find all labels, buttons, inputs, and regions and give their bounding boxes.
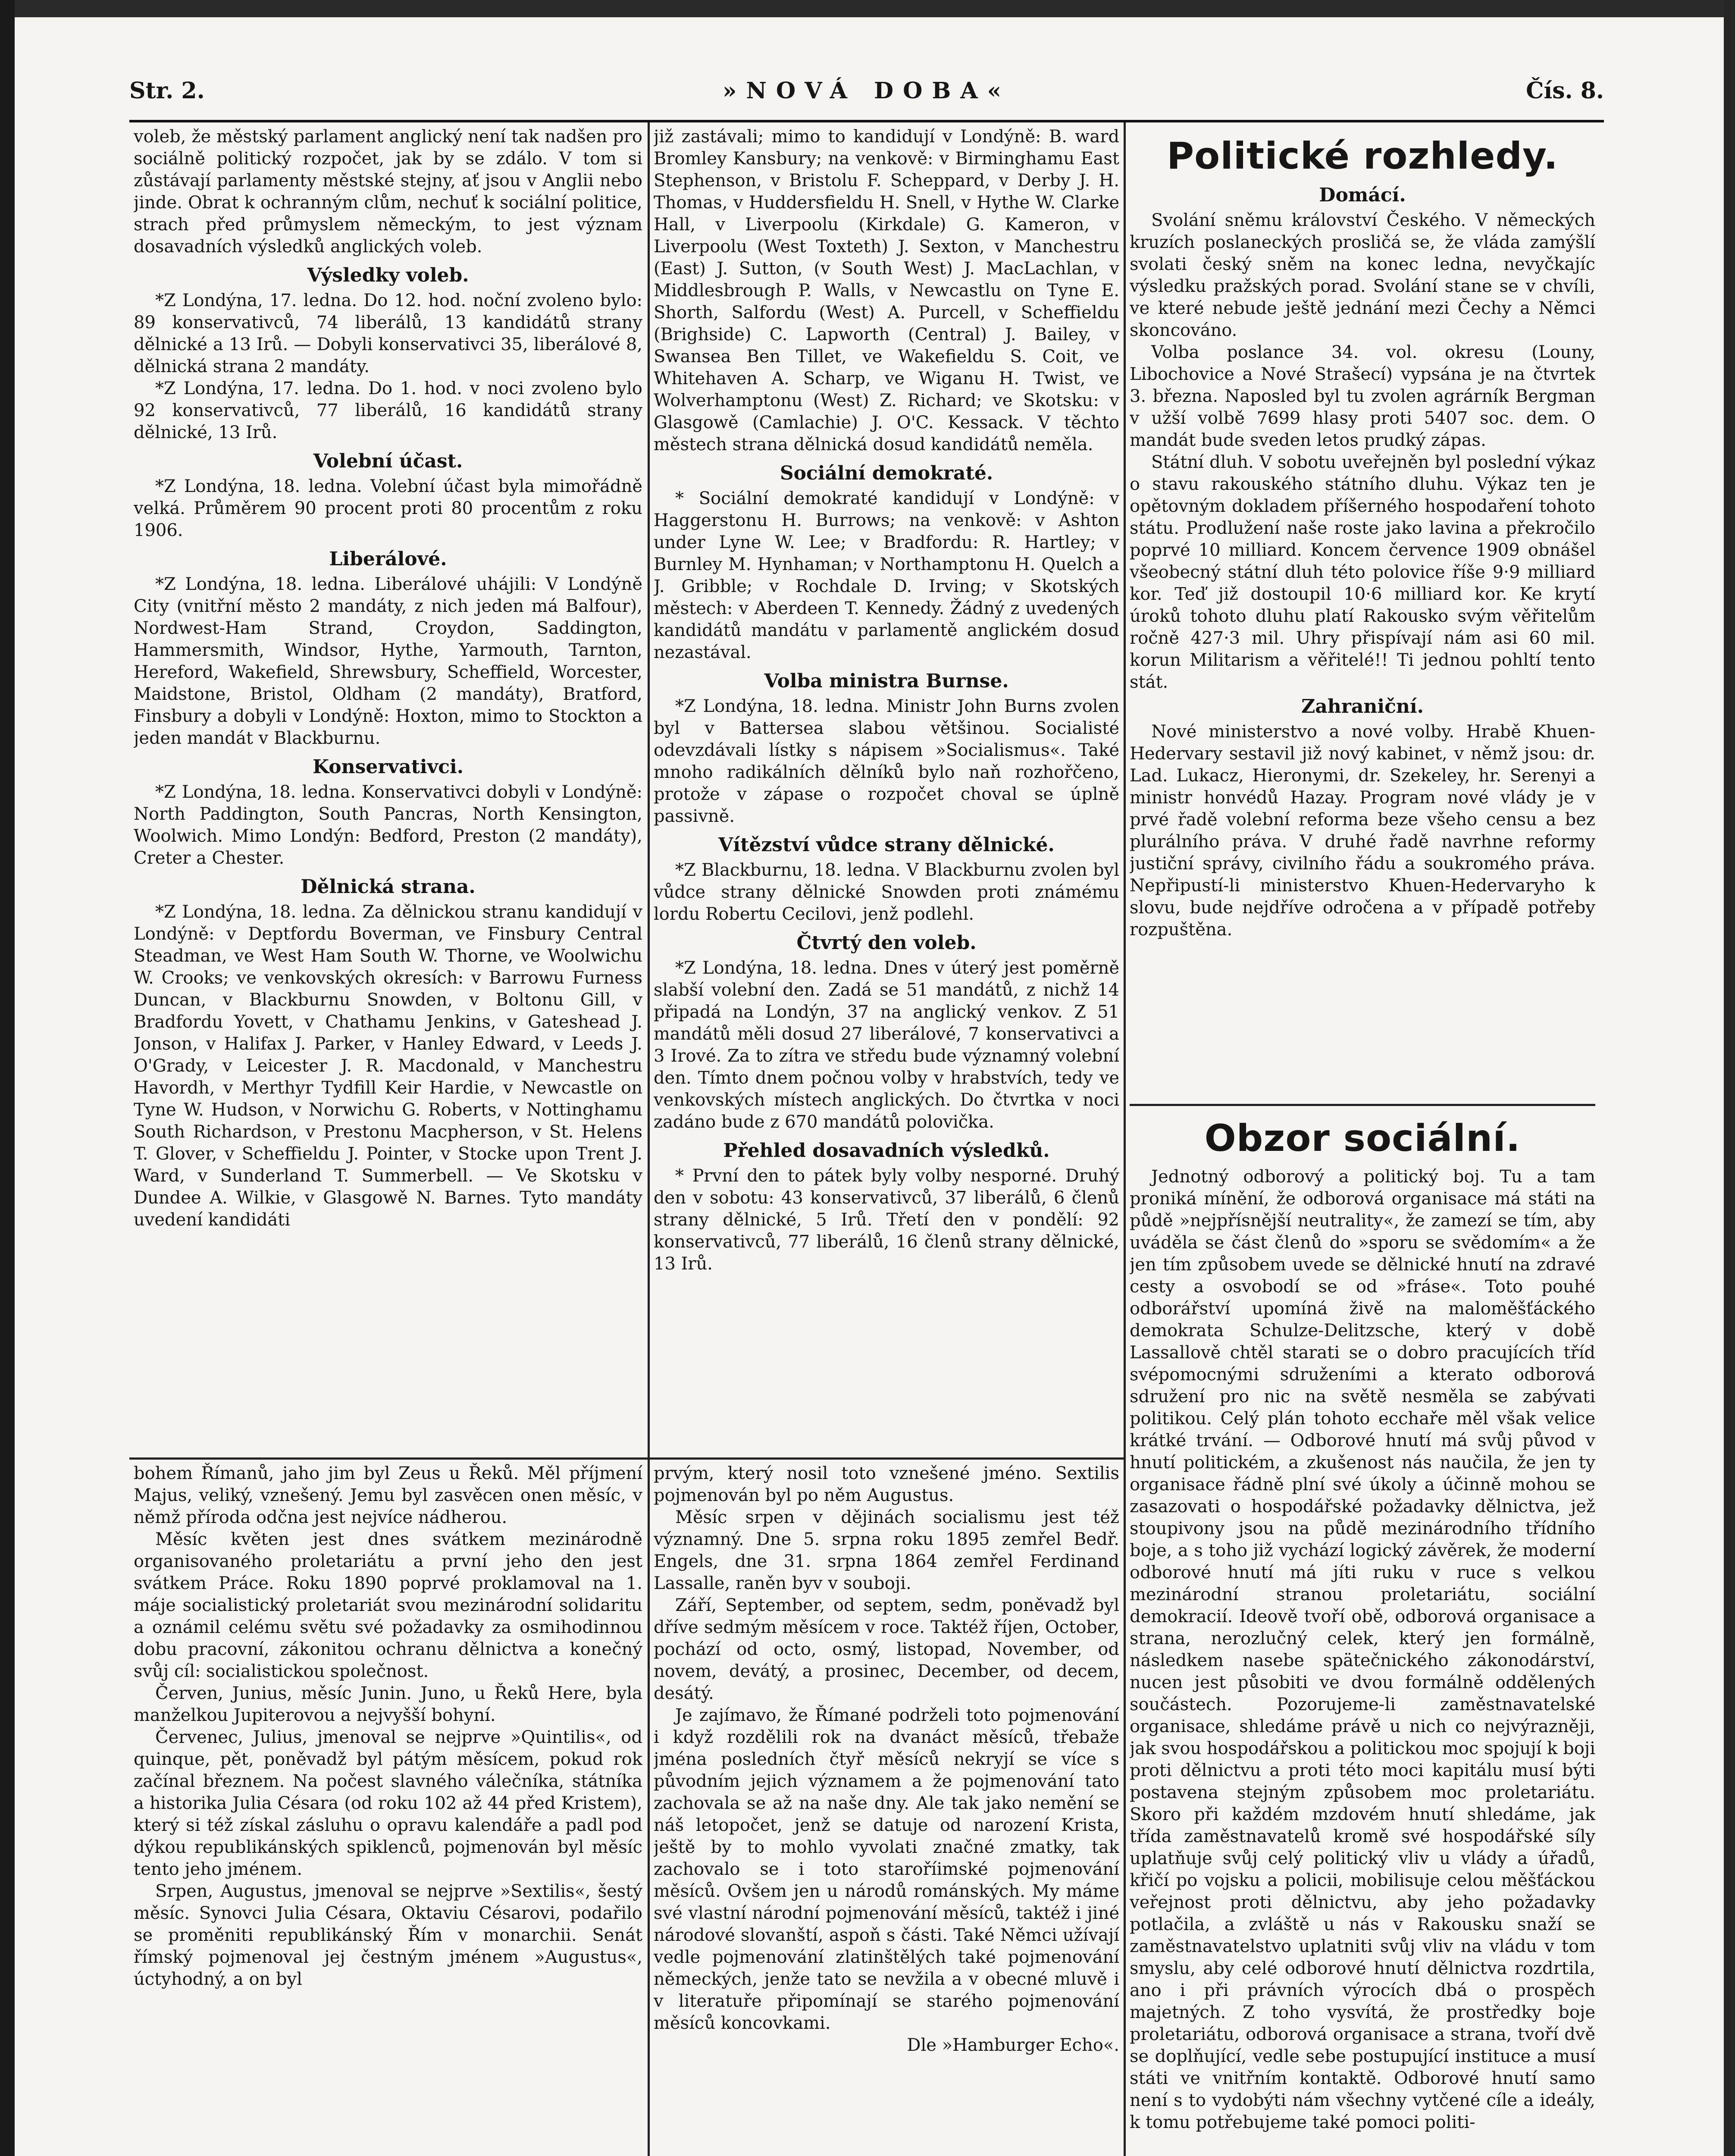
article-paragraph: Je zajímavo, že Římané podrželi toto pojmenování i když rozdělili rok na dvanáct měsíců, třebaže jména posledních čtyř měsíců nekryjí se více s původním jejich významem a že pojmenování tato zachovala se až na naše dny. Ale tak jako nemění se náš letopočet, jenž se datuje od narození Krista, ještě by to mohlo vyvolati značné zmatky, tak zachovalo se i toto staroříimské pojmenování měsíců. Ovšem jen u národů románských. My máme své vlastní národní pojmenování měsíců, taktéž i jiné národové slovanští, aspoň s části. Také Němci užívají vedle pojmenování zlatinštělých také pojmenování německých, jenže tato se nevžila a v obecné mluvě i v literatuře připomínají se starého pojmenování měsíců koncovkami. — [654, 1705, 1119, 2033]
article-paragraph: *Z Blackburnu, 18. ledna. V Blackburnu zvolen byl vůdce strany dělnické Snowden proti známému lordu Robertu Cecilovi, jenž podlehl. — [654, 860, 1119, 924]
section-heading: Volební účast. — [313, 450, 463, 472]
section-heading: Sociální demokraté. — [780, 462, 993, 484]
section-divider — [1130, 1104, 1595, 1106]
article-paragraph: prvým, který nosil toto vznešené jméno. Sextilis pojmenován byl po něm Augustus. — [654, 1463, 1119, 1505]
section-heading: Liberálové. — [329, 548, 447, 570]
article-paragraph: *Z Londýna, 18. ledna. Volební účast byla mimořádně velká. Průměrem 90 procent proti 80 procentům z roku 1906. — [134, 476, 642, 540]
subsection-heading: Domácí. — [1319, 184, 1406, 206]
article-paragraph: Volba poslance 34. vol. okresu (Louny, Libochovice a Nové Strašecí) vypsána je na čtvrtek 3. března. Naposled byl tu zvolen agrárník Bergman v užší volbě 7699 hlasy proti 5407 soc. dem. O mandát bude sveden letos prudký zápas. — [1130, 342, 1595, 450]
article-paragraph: *Z Londýna, 18. ledna. Za dělnickou stranu kandidují v Londýně: v Deptfordu Boverman, ve Finsbury Central Steadman, ve West Ham South W. Thorne, ve Woolwichu W. Crooks; ve venkovských okresích: v Barrowu Furness Duncan, v Blackburnu Snowden, v Boltonu Gill, v Bradfordu Yovett, v Chathamu Jenkins, v Gateshead J. Jonson, v Halifax J. Parker, v Hanley Edward, v Leeds J. O'Grady, v Leicester J. R. Macdonald, v Manchestru Havordh, v Merthyr Tydfill Keir Hardie, v Newcastle on Tyne W. Hudson, v Norwichu G. Roberts, v Nottinghamu South Richardson, v Prestonu Macpherson, v St. Helens T. Glover, v Scheffieldu J. Pointer, v Stocke upon Trent J. Ward, v Sunderland T. Summerbell. — Ve Skotsku v Dundee A. Wilkie, v Glasgowě N. Barnes. Tyto mandáty uvedení kandidáti — [134, 902, 642, 1230]
article-paragraph: Měsíc květen jest dnes svátkem mezinárodně organisovaného proletariátu a první jeho den jest svátkem Práce. Roku 1890 poprvé proklamoval na 1. máje socialistický proletariát svou mezinárodní solidaritu a oznámil celému světu své požadavky za osmihodinnou dobu pracovní, zákonitou ochranu dělnictva a konečný svůj cíl: socialistickou společnost. — [134, 1529, 642, 1681]
feuilleton-column-left — [134, 1463, 642, 2156]
feuilleton-column-middle — [654, 1463, 1119, 2156]
scan-border-top — [0, 0, 1735, 17]
section-title-social: Obzor sociální. — [1204, 1117, 1521, 1160]
newspaper-title: »NOVÁ DOBA« — [722, 78, 1011, 104]
page-header — [129, 69, 1604, 116]
article-paragraph: Červen, Junius, měsíc Junin. Juno, u Řeků Here, byla manželkou Jupiterovou a nejvyšší bohyní. — [134, 1683, 642, 1725]
article-paragraph: * První den to pátek byly volby nesporné. Druhý den v sobotu: 43 konservativců, 37 liberálů, 6 členů strany dělnické, 5 Irů. Třetí den v pondělí: 92 konservativců, 77 liberálů, 16 členů strany dělnické, 13 Irů. — [654, 1166, 1119, 1274]
article-column-upper-left — [134, 126, 642, 1454]
column-divider-right — [1124, 122, 1126, 2156]
article-paragraph: Svolání sněmu království Českého. V německých kruzích poslaneckých prosličá se, že vláda zamýšlí svolati český sněm na konec ledna, nevyčkajíc výsledku pražských porad. Svolání stane se v chvíli, ve které nebude ještě jednání mezi Čechy a Němci skoncováno. — [1130, 210, 1595, 340]
section-heading: Čtvrtý den voleb. — [796, 932, 977, 954]
article-paragraph: *Z Londýna, 18. ledna. Liberálové uhájili: V Londýně City (vnitřní město 2 mandáty, z nich jeden má Balfour), Nordwest-Ham Strand, Croydon, Saddington, Hammersmith, Windsor, Hythe, Yarmouth, Tarnton, Hereford, Wakefield, Shrewsbury, Scheffield, Worcester, Maidstone, Bristol, Oldham (2 mandáty), Bratford, Finsbury a dobyli v Londýně: Hoxton, mimo to Stockton a jeden mandát v Blackburnu. — [134, 574, 642, 748]
article-paragraph: *Z Londýna, 17. ledna. Do 12. hod. noční zvoleno bylo: 89 konservativců, 74 liberálů, 13 kandidátů strany dělnické a 13 Irů. — Dobyli konservativci 35, liberálové 8, dělnická strana 2 mandáty. — [134, 291, 642, 376]
page-number: Str. 2. — [129, 78, 205, 104]
article-paragraph: voleb, že městský parlament anglický není tak nadšen pro sociálně politický rozpočet, jak by se zdálo. V tom si zůstávají parlamenty městské stejny, ať jsou v Anglii nebo jinde. Obrat k ochranným clům, nechuť k sociální politice, strach před průmyslem německým, to jest význam dosavadních výsledků anglických voleb. — [134, 127, 642, 257]
feuilleton-divider — [129, 1457, 1124, 1460]
article-paragraph: *Z Londýna, 18. ledna. Ministr John Burns zvolen byl v Battersea slabou většinou. Socialisté odevzdávali lístky s nápisem »Socialismus«. Také mnoho radikálních dělníků bylo naň rozhořčeno, protože v zápase o rozpočet choval se úplně passivně. — [654, 696, 1119, 826]
article-paragraph: *Z Londýna, 18. ledna. Dnes v úterý jest poměrně slabší volební den. Zadá se 51 mandátů, z nichž 14 připadá na Londýn, 37 na anglický venkov. Z 51 mandátů měli dosud 27 liberálové, 7 konservativci a 3 Irové. Za to zítra ve středu bude významný volební den. Tímto dnem počnou volby v hrabstvích, tedy ve venkovských místech anglických. Do čtvrtka v noci zadáno bude z 670 mandátů polovička. — [654, 958, 1119, 1132]
article-paragraph: Červenec, Julius, jmenoval se nejprve »Quintilis«, od quinque, pět, poněvadž byl pátým měsícem, pokud rok začínal březnem. Na počest slavného válečníka, státníka a historika Julia Césara (od roku 102 až 44 před Kristem), který si též získal zásluhu o opravu kalendáře a padl pod dýkou republikánských spiklenců, pojmenován byl měsíc tento jeho jménem. — [134, 1727, 642, 1879]
issue-number: Čís. 8. — [1526, 78, 1604, 104]
article-paragraph: Září, September, od septem, sedm, poněvadž byl dříve sedmým měsícem v roce. Taktéž říjen, October, pochází od octo, osmý, listopad, November, od novem, devátý, a prosinec, December, od decem, desátý. — [654, 1595, 1119, 1703]
section-heading: Konservativci. — [312, 756, 464, 778]
section-heading: Vítězství vůdce strany dělnické. — [718, 834, 1055, 856]
article-column-upper-middle — [654, 126, 1119, 1454]
article-column-right-lower — [1130, 1108, 1595, 2156]
subsection-heading: Zahraniční. — [1301, 696, 1424, 718]
article-paragraph: Měsíc srpen v dějinách socialismu jest též významný. Dne 5. srpna roku 1895 zemřel Bedř. Engels, dne 31. srpna 1864 zemřel Ferdinand Lassalle, raněn byv v souboji. — [654, 1507, 1119, 1593]
article-paragraph: bohem Římanů, jaho jim byl Zeus u Řeků. Měl příjmení Majus, veliký, vznešený. Jemu byl zasvěcen onen měsíc, v němž příroda odčna jest nejvíce nádherou. — [134, 1463, 642, 1527]
section-heading: Dělnická strana. — [301, 876, 476, 898]
section-heading: Přehled dosavadních výsledků. — [723, 1140, 1050, 1162]
column-divider-left — [648, 122, 650, 2156]
article-paragraph: *Z Londýna, 18. ledna. Konservativci dobyli v Londýně: North Paddington, South Pancras, North Kensington, Woolwich. Mimo Londýn: Bedford, Preston (2 mandáty), Creter a Chester. — [134, 782, 642, 868]
article-paragraph: Státní dluh. V sobotu uveřejněn byl poslední výkaz o stavu rakouského státního dluhu. Výkaz ten je opětovným dokladem příšerného hospodaření tohoto státu. Prodlužení naše roste jako lavina a překročilo poprvé 10 milliard. Koncem července 1909 obnášel všeobecný státní dluh této polovice říše 9·9 milliard kor. Teď již dostoupil 10·6 milliard kor. Ke krytí úroků tohoto dluhu platí Rakousko svým věřitelům ročně 427·3 mil. Uhry přispívají nám asi 60 mil. korun Militarism a věřitelé!! Ti jednou pohltí tento stát. — [1130, 452, 1595, 692]
scan-border-right — [1724, 0, 1735, 2156]
article-column-right-upper — [1130, 126, 1595, 1101]
header-rule — [129, 120, 1604, 122]
article-paragraph: Nové ministerstvo a nové volby. Hrabě Khuen-Hedervary sestavil již nový kabinet, v němž jsou: dr. Lad. Lukacz, Hieronymi, dr. Szekeley, hr. Serenyi a ministr honvédů Hazay. Program nové vlády je v prvé řadě volební reforma beze všeho censu a bez plurálního práva. V druhé řadě navrhne reformy justiční správy, civilního řádu a soukromého práva. Nepřipustí-li ministerstvo Khuen-Hedervaryho k slovu, bude nejdříve odročena a v případě potřeby rozpuštěna. — [1130, 722, 1595, 940]
article-paragraph: Jednotný odborový a politický boj. Tu a tam proniká mínění, že odborová organisace má státi na půdě »nejpřísnější neutrality«, že zamezí se tím, aby uváděla se část členů do »sporu se svědomím« a že jen tím způsobem uvede se dělnické hnutí na zdravé cesty a osvobodí se od »fráse«. Toto pouhé odborářství upomíná živě na maloměšťáckého demokrata Schulze-Delitzsche, který v době Lassallově chtěl starati se o dobro pracujících tříd svépomocnými sdruženími a kterato odborová sdružení pro nic na světě nesměla se zabývati politikou. Celý plán tohoto ecchaře měl však velice krátké trvání. — Odborové hnutí má svůj původ v hnutí politickém, a zkušenost nás naučila, že jen ty organisace řádně plní své úkoly a účinně mohou se zasazovati o hospodářské požadavky dělnictva, jež stoupivony jsou na půdě mezinárodního třídního boje, a s toho již vychází logický závěrek, že moderní odborové hnutí má jíti ruku v ruce s velkou mezinárodní stranou proletariátu, sociální demokracií. Ideově tvoří obě, odborová organisace a strana, nerozlučný celek, který jen formálně, následkem nasebe spätečnického zákonodárství, nucen jest působiti ve dvou formálně oddělených součástech. Pozorujeme-li zaměstnavatelské organisace, shledáme právě u nich co nejvýrazněji, jak svou hospodářskou a politickou moc spojují k boji proti dělnictvu a proti této moci kapitálu musí býti postavena stejným způsobem moc proletariátu. Skoro při každém mzdovém hnutí shledáme, jak třída zaměstnavatelů kromě své hospodářské síly uplatňuje svůj celý politický vliv u vlády a úřadů, křičí po vojsku a policii, mobilisuje celou měšťáckou veřejnost proti dělnictvu, aby jeho požadavky potlačila, a zvláště u nás v Rakousku snaží se zaměstnavatelstvo uplatniti svůj vliv na vládu v tom smyslu, aby celé odborové hnutí dělnictva rozdrtila, ano i při právních výrocích dbá o prospěch majetných. Z toho vysvítá, že prostředky boje proletariátu, odborová organisace a strana, tvoří dvě se doplňující, vedle sebe postupující instituce a musí státi ve vnitřním kontaktě. Odborové hnutí samo není s to vydobýti nám všechny vytčené cíle a ideály, k tomu potřebujeme také pomoci politi- — [1130, 1167, 1595, 2132]
section-title-political: Politické rozhledy. — [1167, 135, 1558, 178]
source-credit: Dle »Hamburger Echo«. — [907, 2035, 1119, 2055]
article-paragraph: Srpen, Augustus, jmenoval se nejprve »Sextilis«, šestý měsíc. Synovci Julia Césara, Oktaviu Césarovi, podařilo se proměniti republikánský Řím v monarchii. Senát římský pojmenoval jej čestným jménem »Augustus«, úctyhodný, a on byl — [134, 1881, 642, 1989]
article-paragraph: * Sociální demokraté kandidují v Londýně: v Haggerstonu H. Burrows; na venkově: v Ashton under Lyne W. Lee; v Bradfordu: R. Hartley; v Burnley M. Hynhaman; v Northamptonu H. Quelch a J. Gribble; v Rochdale D. Irving; v Skotských městech: v Aberdeen T. Kennedy. Žádný z uvedených kandidátů mandátu v parlamentě anglickém dosud nezastával. — [654, 489, 1119, 662]
article-paragraph: *Z Londýna, 17. ledna. Do 1. hod. v noci zvoleno bylo 92 konservativců, 77 liberálů, 16 kandidátů strany dělnické, 13 Irů. — [134, 379, 642, 442]
section-heading: Volba ministra Burnse. — [764, 670, 1009, 692]
scan-border-left — [0, 0, 15, 2156]
section-heading: Výsledky voleb. — [307, 264, 469, 286]
article-paragraph: již zastávali; mimo to kandidují v Londýně: B. ward Bromley Kansbury; na venkově: v Birminghamu East Stephenson, v Bristolu F. Scheppard, v Derby J. H. Thomas, v Huddersfieldu H. Snell, v Hythe W. Clarke Hall, v Liverpoolu (Kirkdale) G. Kameron, v Liverpoolu (West Toxteth) J. Sexton, v Manchestru (East) J. Sutton, (v South West) J. MacLachlan, v Middlesbrough P. Walls, v Newcastlu on Tyne E. Shorth, Salfordu (West) A. Purcell, v Scheffieldu (Brighside) C. Lapworth (Central) J. Bailey, v Swansea Ben Tillet, ve Wakefieldu S. Coit, ve Whitehaven A. Scharp, ve Wiganu H. Twist, ve Wolverhamptonu (West) Z. Richard; ve Skotsku: v Glasgowě (Camlachie) J. O'C. Kessack. V těchto městech strana dělnická dosud kandidátů neměla. — [654, 127, 1119, 454]
